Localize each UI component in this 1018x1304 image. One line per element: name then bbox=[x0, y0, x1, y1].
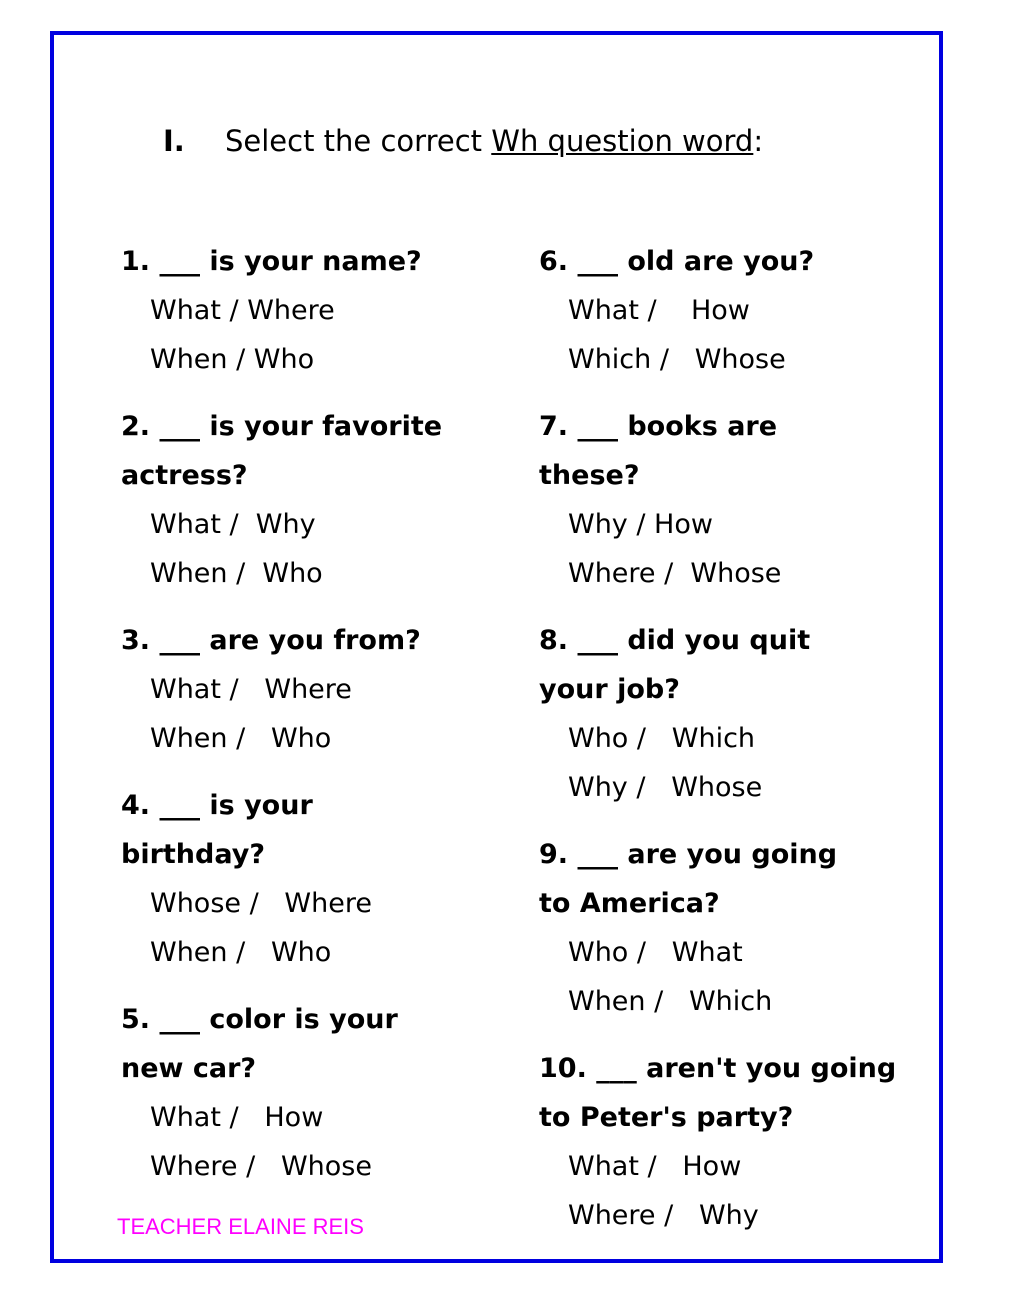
question-prompt: 5. ___ color is your new car? bbox=[121, 1004, 398, 1084]
right-question-column bbox=[539, 237, 909, 1240]
question-prompt: 4. ___ is your birthday? bbox=[121, 790, 313, 870]
answer-option-line[interactable]: Where / Whose bbox=[568, 558, 782, 589]
question-prompt: 7. ___ books are these? bbox=[539, 411, 778, 491]
answer-option-line[interactable]: When / Which bbox=[568, 986, 773, 1017]
question-prompt: 6. ___ old are you? bbox=[539, 246, 815, 277]
answer-option-line[interactable]: When / Who bbox=[150, 723, 332, 754]
heading-colon: : bbox=[753, 124, 764, 158]
answer-option-line[interactable]: What / How bbox=[568, 295, 750, 326]
question-prompt: 1. ___ is your name? bbox=[121, 246, 422, 277]
heading-text: Select the correct bbox=[225, 124, 492, 158]
answer-option-line[interactable]: What / Why bbox=[150, 509, 316, 540]
question-6 bbox=[539, 237, 909, 384]
answer-option-line[interactable]: When / Who bbox=[150, 558, 323, 589]
question-prompt: 9. ___ are you going to America? bbox=[539, 839, 838, 919]
section-numeral: I. bbox=[163, 124, 185, 158]
question-9 bbox=[539, 830, 869, 1026]
question-4 bbox=[121, 781, 371, 977]
author-credit: TEACHER ELAINE REIS bbox=[117, 1214, 364, 1239]
answer-option-line[interactable]: Why / Whose bbox=[568, 772, 763, 803]
answer-option-line[interactable]: Who / What bbox=[568, 937, 743, 968]
left-question-column bbox=[121, 237, 491, 1191]
question-prompt: 8. ___ did you quit your job? bbox=[539, 625, 811, 705]
answer-option-line[interactable]: Which / Whose bbox=[568, 344, 786, 375]
answer-option-line[interactable]: What / Where bbox=[150, 295, 335, 326]
question-5 bbox=[121, 995, 441, 1191]
answer-option-line[interactable]: What / How bbox=[150, 1102, 324, 1133]
answer-option-line[interactable]: Who / Which bbox=[568, 723, 756, 754]
question-1 bbox=[121, 237, 491, 384]
question-prompt: 3. ___ are you from? bbox=[121, 625, 421, 656]
question-7 bbox=[539, 402, 839, 598]
heading-underlined-text: Wh question word bbox=[491, 124, 754, 158]
answer-option-line[interactable]: Why / How bbox=[568, 509, 713, 540]
answer-option-line[interactable]: What / Where bbox=[150, 674, 352, 705]
answer-option-line[interactable]: When / Who bbox=[150, 344, 315, 375]
question-10 bbox=[539, 1044, 909, 1240]
question-3 bbox=[121, 616, 491, 763]
question-2 bbox=[121, 402, 481, 598]
answer-option-line[interactable]: Whose / Where bbox=[150, 888, 372, 919]
question-prompt: 2. ___ is your favorite actress? bbox=[121, 411, 443, 491]
answer-option-line[interactable]: Where / Why bbox=[568, 1200, 759, 1231]
answer-option-line[interactable]: When / Who bbox=[150, 937, 332, 968]
question-8 bbox=[539, 616, 849, 812]
answer-option-line[interactable]: What / How bbox=[568, 1151, 742, 1182]
answer-option-line[interactable]: Where / Whose bbox=[150, 1151, 372, 1182]
exercise-heading bbox=[163, 124, 763, 158]
question-prompt: 10. ___ aren't you going to Peter's party? bbox=[539, 1053, 897, 1133]
